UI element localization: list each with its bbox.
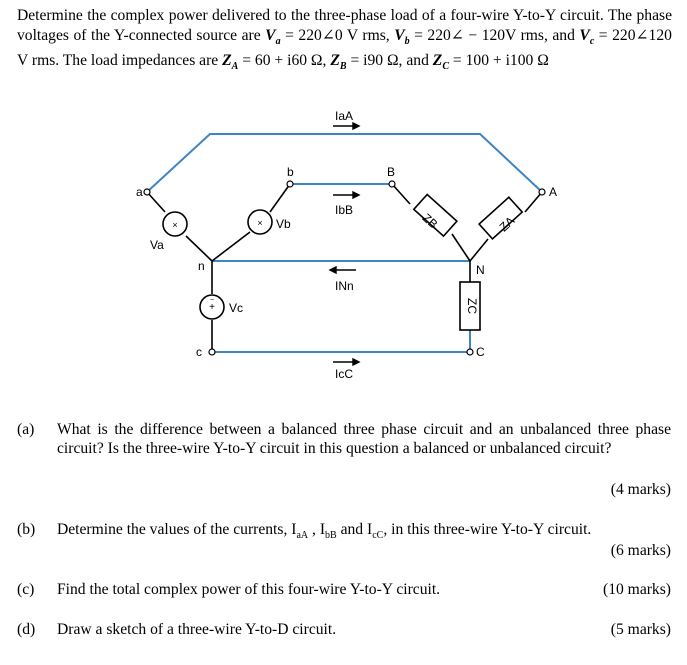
zb-symbol: $Z_B$ [330, 52, 347, 73]
impedance-zb [414, 194, 457, 236]
problem-intro: Determine the complex power delivered to the three-phase load of a four-wire Y-to-Y circuit. The phase voltages of the Y-connected source are [17, 7, 672, 44]
label-node-C: C [476, 345, 485, 359]
question-b [17, 520, 671, 560]
za-symbol: $Z_A$ [222, 52, 239, 73]
question-label: (d) [17, 621, 36, 638]
label-iaA: IaA [335, 109, 354, 123]
terminal-C [467, 349, 473, 355]
problem-statement [17, 6, 672, 77]
question-label: (b) [17, 521, 36, 538]
question-marks: (5 marks) [610, 621, 671, 638]
svg-text:ZA: ZA [496, 213, 518, 235]
question-text: Determine the values of the currents, $I_{aA}$ , $I_{bB}$ and $I_{cC}$, in this three-wire Y-to-Y circuit. [57, 521, 592, 542]
question-marks: (10 marks) [603, 581, 671, 598]
question-d [17, 620, 671, 640]
question-marks: (6 marks) [610, 542, 671, 559]
terminal-c [209, 349, 215, 355]
question-c [17, 580, 671, 600]
label-vc: Vc [229, 301, 244, 315]
label-node-A: A [549, 185, 558, 199]
label-vb: Vb [276, 217, 291, 231]
source-vb [248, 210, 272, 234]
load-wye [392, 184, 542, 282]
source-wye [147, 184, 290, 352]
svg-text:ZB: ZB [419, 210, 441, 232]
svg-text:+: + [209, 302, 215, 313]
label-node-B: B [387, 165, 396, 179]
question-text: What is the difference between a balanced three phase circuit and an unbalanced three phase circuit? Is the three-wire Y-to-Y circuit in this question a balanced or unbalanced circuit? [57, 421, 671, 457]
current-arrows [330, 123, 359, 365]
vb-value: = 220∠ − 120V rms, [414, 26, 548, 44]
zc-value: = 100 + i100 Ω [452, 52, 549, 70]
terminal-A [539, 189, 545, 195]
label-ibB: IbB [335, 203, 354, 217]
va-symbol: $V_a$ [265, 26, 281, 47]
circuit-diagram [0, 104, 687, 394]
svg-text:ZC: ZC [465, 298, 479, 314]
impedance-zc [460, 282, 480, 330]
question-marks: (4 marks) [610, 481, 671, 498]
label-node-a: a [136, 185, 143, 199]
label-node-N: N [476, 263, 485, 277]
vc-symbol: $V_c$ [579, 26, 595, 47]
svg-text:−: − [209, 297, 215, 304]
wires [147, 134, 542, 352]
question-text: Draw a sketch of a three-wire Y-to-D circuit. [57, 621, 337, 638]
source-va [163, 212, 187, 236]
label-node-n: n [198, 259, 205, 273]
vc-value: = 220∠120 V rms. The load impedances are [17, 26, 672, 70]
za-value: = 60 + i60 Ω, [242, 52, 327, 70]
vb-symbol: $V_b$ [394, 26, 410, 47]
conjunction: and [406, 52, 429, 70]
impedance-za [479, 197, 522, 239]
conjunction: and [552, 26, 575, 44]
terminal-B [389, 181, 395, 187]
label-va: Va [150, 238, 164, 252]
terminal-a [144, 189, 150, 195]
zc-symbol: $Z_C$ [432, 52, 449, 73]
label-inn: INn [335, 279, 354, 293]
svg-text:×: × [257, 218, 263, 228]
label-node-b: b [287, 165, 294, 179]
question-label: (a) [17, 421, 35, 438]
question-label: (c) [17, 581, 35, 598]
question-text: Find the total complex power of this four-wire Y-to-Y circuit. [57, 581, 441, 598]
terminal-b [287, 181, 293, 187]
label-node-c: c [196, 345, 202, 359]
va-value: = 220∠0 V rms, [285, 26, 390, 44]
label-icc: IcC [335, 367, 353, 381]
question-a [17, 420, 671, 498]
zb-value: = i90 Ω, [350, 52, 403, 70]
source-vc [200, 295, 224, 319]
svg-text:×: × [172, 220, 178, 230]
